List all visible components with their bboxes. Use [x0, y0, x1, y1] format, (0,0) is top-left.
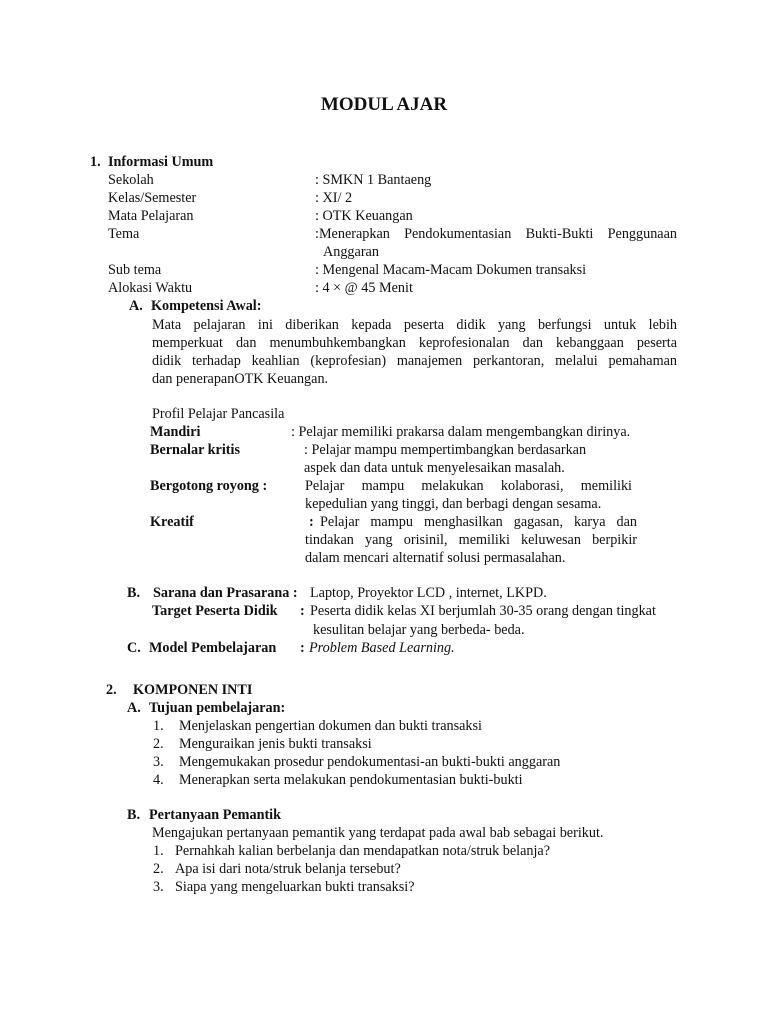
info-value-kelas: : XI/ 2 [315, 190, 353, 206]
pemantik-intro: Mengajukan pertanyaan pemantik yang terdapat pada awal bab sebagai berikut. [152, 825, 604, 841]
subsection-a-heading: Kompetensi Awal: [151, 298, 262, 314]
kompetensi-line: didik terhadap keahlian (keprofesian) manajemen perkantoran, melalui pemahaman [152, 353, 677, 369]
pemantik-heading: Pertanyaan Pemantik [149, 807, 282, 823]
profil-desc-bergotong: kepedulian yang tinggi, dan berbagi dengan sesama. [305, 496, 602, 512]
profil-desc-kreatif: Pelajar mampu menghasilkan gagasan, karya dan [320, 514, 637, 530]
model-colon: : [300, 640, 305, 656]
profil-name-mandiri: Mandiri [150, 424, 201, 440]
tujuan-heading: Tujuan pembelajaran: [149, 700, 286, 716]
info-label-kelas: Kelas/Semester [108, 190, 197, 206]
section-2-number: 2. [106, 682, 117, 698]
info-value-tema: :Menerapkan Pendokumentasian Bukti-Bukti Penggunaan [315, 226, 677, 242]
model-label: Model Pembelajaran [149, 640, 277, 656]
info-label-sekolah: Sekolah [108, 172, 154, 188]
sarana-value: Laptop, Proyektor LCD , internet, LKPD. [310, 585, 547, 601]
tujuan-item: Menguraikan jenis bukti transaksi [179, 736, 372, 752]
tujuan-item: Menerapkan serta melakukan pendokumentasian bukti-bukti [179, 772, 523, 788]
subsection-b-marker: B. [127, 585, 141, 601]
pemantik-number: 1. [153, 843, 164, 859]
section-1-heading: Informasi Umum [108, 154, 214, 170]
kompetensi-line: memperkuat dan menumbuhkembangkan keprofesionalan dan kebanggaan peserta [152, 335, 677, 351]
tujuan-number: 2. [153, 736, 164, 752]
target-label: Target Peserta Didik [152, 603, 278, 619]
info-value-mapel: : OTK Keuangan [315, 208, 413, 224]
profil-heading: Profil Pelajar Pancasila [152, 406, 285, 422]
profil-desc-bernalar: : Pelajar mampu mempertimbangkan berdasarkan [304, 442, 587, 458]
document-title: MODUL AJAR [320, 94, 448, 115]
kompetensi-line: Mata pelajaran ini diberikan kepada peserta didik yang berfungsi untuk lebih [152, 317, 677, 333]
info-label-tema: Tema [108, 226, 140, 242]
profil-name-bernalar: Bernalar kritis [150, 442, 240, 458]
pemantik-item: Pernahkah kalian berbelanja dan mendapatkan nota/struk belanja? [175, 843, 551, 859]
s2-a-marker: A. [127, 700, 141, 716]
section-1-number: 1. [90, 154, 101, 170]
model-value: Problem Based Learning. [309, 640, 455, 656]
sarana-label: Sarana dan Prasarana : [153, 585, 298, 601]
tujuan-number: 1. [153, 718, 164, 734]
subsection-a-marker: A. [129, 298, 143, 314]
profil-desc-bernalar: aspek dan data untuk menyelesaikan masalah. [304, 460, 565, 476]
info-label-subtema: Sub tema [108, 262, 162, 278]
profil-desc-bergotong: Pelajar mampu melakukan kolaborasi, memiliki [305, 478, 632, 494]
info-value-subtema: : Mengenal Macam-Macam Dokumen transaksi [315, 262, 587, 278]
pemantik-number: 2. [153, 861, 164, 877]
section-2-heading: KOMPONEN INTI [133, 682, 253, 698]
target-colon: : [300, 603, 305, 619]
kompetensi-line: dan penerapanOTK Keuangan. [152, 371, 329, 387]
pemantik-item: Siapa yang mengeluarkan bukti transaksi? [175, 879, 415, 895]
s2-b-marker: B. [127, 807, 141, 823]
profil-desc-kreatif: dalam mencari alternatif solusi permasalahan. [305, 550, 566, 566]
profil-name-kreatif: Kreatif [150, 514, 194, 530]
target-value-cont: kesulitan belajar yang berbeda- beda. [313, 622, 525, 638]
subsection-c-marker: C. [127, 640, 141, 656]
tujuan-item: Mengemukakan prosedur pendokumentasi-an bukti-bukti anggaran [179, 754, 561, 770]
profil-desc-mandiri: : Pelajar memiliki prakarsa dalam mengembangkan dirinya. [291, 424, 631, 440]
info-label-alokasi: Alokasi Waktu [108, 280, 193, 296]
pemantik-number: 3. [153, 879, 164, 895]
pemantik-item: Apa isi dari nota/struk belanja tersebut? [175, 861, 401, 877]
target-value: Peserta didik kelas XI berjumlah 30-35 orang dengan tingkat [310, 603, 656, 619]
tujuan-item: Menjelaskan pengertian dokumen dan bukti transaksi [179, 718, 482, 734]
profil-desc-kreatif: tindakan yang orisinil, memiliki keluwesan berpikir [305, 532, 637, 548]
profil-colon-kreatif: : [309, 514, 314, 530]
info-value-sekolah: : SMKN 1 Bantaeng [315, 172, 432, 188]
tujuan-number: 4. [153, 772, 164, 788]
info-value-tema-cont: Anggaran [323, 244, 379, 260]
info-label-mapel: Mata Pelajaran [108, 208, 194, 224]
profil-name-bergotong: Bergotong royong : [150, 478, 268, 494]
info-value-alokasi: : 4 × @ 45 Menit [315, 280, 413, 296]
tujuan-number: 3. [153, 754, 164, 770]
